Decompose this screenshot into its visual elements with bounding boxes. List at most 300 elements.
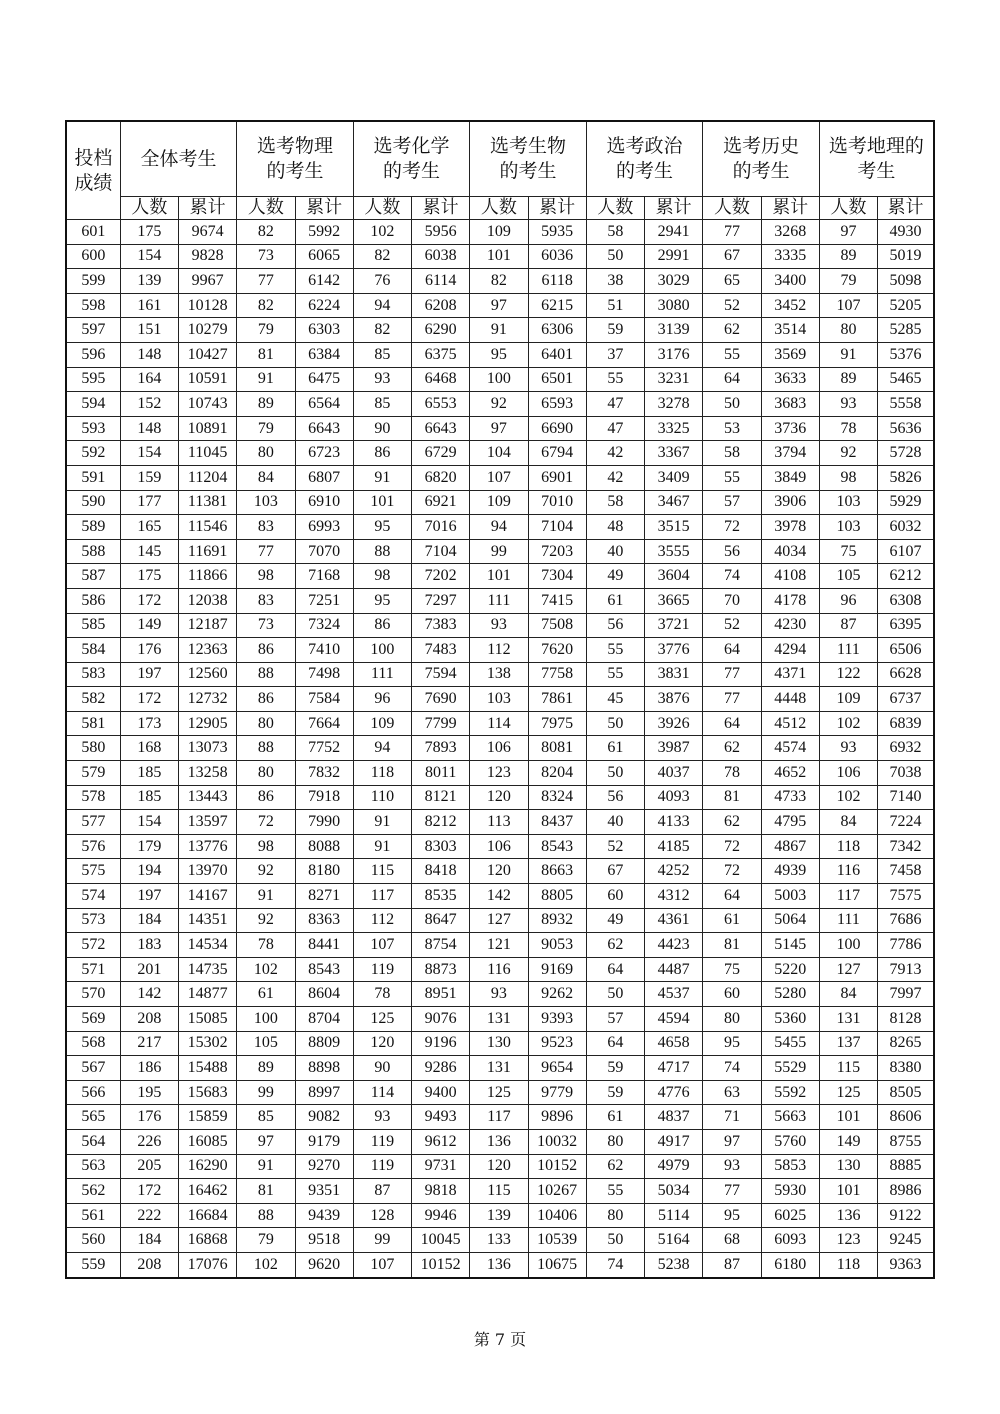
count-cell: 91 — [237, 884, 295, 909]
count-cell: 106 — [470, 736, 528, 761]
cumulative-cell: 6737 — [878, 687, 934, 712]
group-header-all: 全体考生 — [120, 121, 237, 197]
count-cell: 197 — [120, 884, 178, 909]
count-cell: 139 — [470, 1203, 528, 1228]
cumulative-cell: 7508 — [528, 613, 586, 638]
sub-header-cumulative: 累计 — [412, 197, 470, 220]
cumulative-cell: 10128 — [178, 293, 236, 318]
count-cell: 61 — [703, 908, 761, 933]
cumulative-cell: 9946 — [412, 1203, 470, 1228]
count-cell: 125 — [353, 1007, 411, 1032]
count-cell: 117 — [470, 1105, 528, 1130]
count-cell: 101 — [819, 1105, 877, 1130]
count-cell: 81 — [703, 785, 761, 810]
sub-header-cumulative: 累计 — [295, 197, 353, 220]
score-cell: 559 — [66, 1252, 120, 1277]
count-cell: 92 — [237, 908, 295, 933]
cumulative-cell: 3400 — [761, 269, 819, 294]
cumulative-cell: 6643 — [412, 416, 470, 441]
cumulative-cell: 5238 — [645, 1252, 703, 1277]
score-cell: 578 — [66, 785, 120, 810]
table-row — [66, 1154, 934, 1179]
cumulative-cell: 3665 — [645, 588, 703, 613]
count-cell: 86 — [353, 441, 411, 466]
table-row — [66, 834, 934, 859]
cumulative-cell: 8535 — [412, 884, 470, 909]
count-cell: 47 — [586, 392, 644, 417]
count-cell: 59 — [586, 318, 644, 343]
score-cell: 595 — [66, 367, 120, 392]
cumulative-cell: 14534 — [178, 933, 236, 958]
score-cell: 574 — [66, 884, 120, 909]
cumulative-cell: 15302 — [178, 1031, 236, 1056]
count-cell: 95 — [353, 588, 411, 613]
table-row — [66, 220, 934, 245]
count-cell: 113 — [470, 810, 528, 835]
cumulative-cell: 3325 — [645, 416, 703, 441]
cumulative-cell: 5285 — [878, 318, 934, 343]
group-header-history: 选考历史的考生 — [703, 121, 820, 197]
count-cell: 107 — [819, 293, 877, 318]
count-cell: 99 — [237, 1080, 295, 1105]
cumulative-cell: 7203 — [528, 539, 586, 564]
count-cell: 89 — [237, 1056, 295, 1081]
count-cell: 120 — [470, 859, 528, 884]
cumulative-cell: 8271 — [295, 884, 353, 909]
cumulative-cell: 10045 — [412, 1228, 470, 1253]
count-cell: 90 — [353, 1056, 411, 1081]
cumulative-cell: 4185 — [645, 834, 703, 859]
cumulative-cell: 6215 — [528, 293, 586, 318]
count-cell: 154 — [120, 244, 178, 269]
cumulative-cell: 3452 — [761, 293, 819, 318]
score-cell: 580 — [66, 736, 120, 761]
table-row — [66, 687, 934, 712]
cumulative-cell: 6820 — [412, 465, 470, 490]
count-cell: 82 — [353, 318, 411, 343]
count-cell: 93 — [819, 392, 877, 417]
cumulative-cell: 13970 — [178, 859, 236, 884]
cumulative-cell: 13443 — [178, 785, 236, 810]
count-cell: 72 — [703, 834, 761, 859]
count-cell: 81 — [703, 933, 761, 958]
cumulative-cell: 7483 — [412, 638, 470, 663]
cumulative-cell: 6180 — [761, 1252, 819, 1277]
count-cell: 119 — [353, 1154, 411, 1179]
score-cell: 585 — [66, 613, 120, 638]
count-cell: 201 — [120, 957, 178, 982]
table-row — [66, 1007, 934, 1032]
count-cell: 80 — [237, 711, 295, 736]
cumulative-cell: 9654 — [528, 1056, 586, 1081]
cumulative-cell: 7168 — [295, 564, 353, 589]
count-cell: 131 — [819, 1007, 877, 1032]
count-cell: 106 — [470, 834, 528, 859]
count-cell: 136 — [819, 1203, 877, 1228]
count-cell: 86 — [237, 785, 295, 810]
cumulative-cell: 4939 — [761, 859, 819, 884]
cumulative-cell: 3231 — [645, 367, 703, 392]
table-row — [66, 1179, 934, 1204]
count-cell: 50 — [703, 392, 761, 417]
cumulative-cell: 16684 — [178, 1203, 236, 1228]
count-cell: 102 — [237, 957, 295, 982]
count-cell: 85 — [353, 342, 411, 367]
cumulative-cell: 3906 — [761, 490, 819, 515]
count-cell: 106 — [819, 761, 877, 786]
count-cell: 40 — [586, 539, 644, 564]
count-cell: 131 — [470, 1056, 528, 1081]
cumulative-cell: 6303 — [295, 318, 353, 343]
cumulative-cell: 5826 — [878, 465, 934, 490]
count-cell: 175 — [120, 564, 178, 589]
cumulative-cell: 8121 — [412, 785, 470, 810]
table-row — [66, 1105, 934, 1130]
cumulative-cell: 10591 — [178, 367, 236, 392]
cumulative-cell: 7799 — [412, 711, 470, 736]
count-cell: 119 — [353, 1129, 411, 1154]
count-cell: 82 — [237, 293, 295, 318]
cumulative-cell: 10279 — [178, 318, 236, 343]
score-cell: 577 — [66, 810, 120, 835]
count-cell: 37 — [586, 342, 644, 367]
cumulative-cell: 10032 — [528, 1129, 586, 1154]
count-cell: 77 — [237, 269, 295, 294]
cumulative-cell: 10427 — [178, 342, 236, 367]
count-cell: 87 — [819, 613, 877, 638]
cumulative-cell: 4917 — [645, 1129, 703, 1154]
count-cell: 164 — [120, 367, 178, 392]
cumulative-cell: 5280 — [761, 982, 819, 1007]
count-cell: 208 — [120, 1007, 178, 1032]
count-cell: 79 — [819, 269, 877, 294]
count-cell: 111 — [819, 908, 877, 933]
count-cell: 101 — [470, 564, 528, 589]
cumulative-cell: 8704 — [295, 1007, 353, 1032]
count-cell: 142 — [470, 884, 528, 909]
cumulative-cell: 3876 — [645, 687, 703, 712]
count-cell: 172 — [120, 687, 178, 712]
cumulative-cell: 9179 — [295, 1129, 353, 1154]
cumulative-cell: 9493 — [412, 1105, 470, 1130]
page-number: 第 7 页 — [473, 1330, 527, 1349]
count-cell: 107 — [470, 465, 528, 490]
count-cell: 81 — [237, 342, 295, 367]
cumulative-cell: 10152 — [528, 1154, 586, 1179]
score-column-header: 投档成绩 — [66, 121, 120, 220]
cumulative-cell: 6032 — [878, 515, 934, 540]
cumulative-cell: 5164 — [645, 1228, 703, 1253]
cumulative-cell: 9439 — [295, 1203, 353, 1228]
cumulative-cell: 6401 — [528, 342, 586, 367]
count-cell: 102 — [237, 1252, 295, 1277]
table-row — [66, 367, 934, 392]
count-cell: 197 — [120, 662, 178, 687]
count-cell: 52 — [703, 613, 761, 638]
score-cell: 586 — [66, 588, 120, 613]
cumulative-cell: 11045 — [178, 441, 236, 466]
score-cell: 591 — [66, 465, 120, 490]
score-cell: 598 — [66, 293, 120, 318]
score-cell: 571 — [66, 957, 120, 982]
count-cell: 104 — [470, 441, 528, 466]
cumulative-cell: 4037 — [645, 761, 703, 786]
count-cell: 118 — [819, 834, 877, 859]
cumulative-cell: 5558 — [878, 392, 934, 417]
score-cell: 565 — [66, 1105, 120, 1130]
count-cell: 217 — [120, 1031, 178, 1056]
count-cell: 109 — [470, 220, 528, 245]
sub-header-count: 人数 — [819, 197, 877, 220]
table-row — [66, 662, 934, 687]
cumulative-cell: 9169 — [528, 957, 586, 982]
count-cell: 49 — [586, 564, 644, 589]
count-cell: 87 — [703, 1252, 761, 1277]
count-cell: 82 — [470, 269, 528, 294]
cumulative-cell: 5956 — [412, 220, 470, 245]
count-cell: 154 — [120, 441, 178, 466]
score-cell: 584 — [66, 638, 120, 663]
count-cell: 62 — [586, 1154, 644, 1179]
cumulative-cell: 5098 — [878, 269, 934, 294]
count-cell: 98 — [237, 564, 295, 589]
score-cell: 576 — [66, 834, 120, 859]
table-row — [66, 490, 934, 515]
cumulative-cell: 13073 — [178, 736, 236, 761]
count-cell: 103 — [819, 490, 877, 515]
count-cell: 89 — [237, 392, 295, 417]
count-cell: 185 — [120, 785, 178, 810]
table-row — [66, 269, 934, 294]
count-cell: 125 — [470, 1080, 528, 1105]
cumulative-cell: 12363 — [178, 638, 236, 663]
sub-header-cumulative: 累计 — [878, 197, 934, 220]
cumulative-cell: 5455 — [761, 1031, 819, 1056]
count-cell: 148 — [120, 416, 178, 441]
count-cell: 77 — [703, 1179, 761, 1204]
cumulative-cell: 8265 — [878, 1031, 934, 1056]
cumulative-cell: 7410 — [295, 638, 353, 663]
table-row — [66, 1228, 934, 1253]
cumulative-cell: 7070 — [295, 539, 353, 564]
cumulative-cell: 7202 — [412, 564, 470, 589]
count-cell: 89 — [819, 367, 877, 392]
count-cell: 149 — [120, 613, 178, 638]
sub-header-count: 人数 — [703, 197, 761, 220]
cumulative-cell: 8805 — [528, 884, 586, 909]
cumulative-cell: 7104 — [528, 515, 586, 540]
cumulative-cell: 7297 — [412, 588, 470, 613]
cumulative-cell: 8128 — [878, 1007, 934, 1032]
count-cell: 110 — [353, 785, 411, 810]
cumulative-cell: 4448 — [761, 687, 819, 712]
score-cell: 592 — [66, 441, 120, 466]
count-cell: 98 — [237, 834, 295, 859]
cumulative-cell: 8951 — [412, 982, 470, 1007]
count-cell: 76 — [353, 269, 411, 294]
score-cell: 564 — [66, 1129, 120, 1154]
count-cell: 127 — [819, 957, 877, 982]
count-cell: 88 — [237, 736, 295, 761]
cumulative-cell: 7224 — [878, 810, 934, 835]
cumulative-cell: 8885 — [878, 1154, 934, 1179]
count-cell: 40 — [586, 810, 644, 835]
cumulative-cell: 8303 — [412, 834, 470, 859]
count-cell: 96 — [353, 687, 411, 712]
count-cell: 58 — [703, 441, 761, 466]
score-cell: 581 — [66, 711, 120, 736]
score-cell: 582 — [66, 687, 120, 712]
table-row — [66, 982, 934, 1007]
count-cell: 121 — [470, 933, 528, 958]
cumulative-cell: 5205 — [878, 293, 934, 318]
count-cell: 90 — [353, 416, 411, 441]
cumulative-cell: 3736 — [761, 416, 819, 441]
count-cell: 74 — [703, 1056, 761, 1081]
count-cell: 109 — [470, 490, 528, 515]
count-cell: 77 — [703, 662, 761, 687]
cumulative-cell: 3467 — [645, 490, 703, 515]
count-cell: 109 — [353, 711, 411, 736]
table-row — [66, 1203, 934, 1228]
cumulative-cell: 11546 — [178, 515, 236, 540]
count-cell: 99 — [470, 539, 528, 564]
cumulative-cell: 5064 — [761, 908, 819, 933]
count-cell: 50 — [586, 711, 644, 736]
cumulative-cell: 10539 — [528, 1228, 586, 1253]
cumulative-cell: 4537 — [645, 982, 703, 1007]
score-cell: 566 — [66, 1080, 120, 1105]
cumulative-cell: 9400 — [412, 1080, 470, 1105]
count-cell: 75 — [819, 539, 877, 564]
cumulative-cell: 5114 — [645, 1203, 703, 1228]
count-cell: 97 — [470, 293, 528, 318]
cumulative-cell: 6208 — [412, 293, 470, 318]
cumulative-cell: 7584 — [295, 687, 353, 712]
cumulative-cell: 12187 — [178, 613, 236, 638]
count-cell: 55 — [586, 367, 644, 392]
count-cell: 78 — [703, 761, 761, 786]
cumulative-cell: 4837 — [645, 1105, 703, 1130]
cumulative-cell: 10152 — [412, 1252, 470, 1277]
cumulative-cell: 8754 — [412, 933, 470, 958]
count-cell: 111 — [470, 588, 528, 613]
count-cell: 122 — [819, 662, 877, 687]
cumulative-cell: 5019 — [878, 244, 934, 269]
cumulative-cell: 10406 — [528, 1203, 586, 1228]
count-cell: 67 — [703, 244, 761, 269]
count-cell: 57 — [586, 1007, 644, 1032]
count-cell: 60 — [703, 982, 761, 1007]
count-cell: 97 — [237, 1129, 295, 1154]
cumulative-cell: 4230 — [761, 613, 819, 638]
count-cell: 88 — [237, 1203, 295, 1228]
cumulative-cell: 7304 — [528, 564, 586, 589]
cumulative-cell: 8873 — [412, 957, 470, 982]
count-cell: 184 — [120, 1228, 178, 1253]
count-cell: 64 — [586, 957, 644, 982]
cumulative-cell: 7752 — [295, 736, 353, 761]
count-cell: 107 — [353, 933, 411, 958]
cumulative-cell: 6475 — [295, 367, 353, 392]
cumulative-cell: 5145 — [761, 933, 819, 958]
group-header-biology: 选考生物的考生 — [470, 121, 587, 197]
sub-header-cumulative: 累计 — [178, 197, 236, 220]
count-cell: 95 — [703, 1031, 761, 1056]
cumulative-cell: 3776 — [645, 638, 703, 663]
count-cell: 159 — [120, 465, 178, 490]
table-row — [66, 392, 934, 417]
cumulative-cell: 16290 — [178, 1154, 236, 1179]
count-cell: 77 — [237, 539, 295, 564]
count-cell: 45 — [586, 687, 644, 712]
sub-header-count: 人数 — [237, 197, 295, 220]
table-row — [66, 293, 934, 318]
table-row — [66, 613, 934, 638]
count-cell: 62 — [703, 810, 761, 835]
cumulative-cell: 3515 — [645, 515, 703, 540]
count-cell: 111 — [819, 638, 877, 663]
group-header-row — [66, 121, 934, 197]
score-cell: 562 — [66, 1179, 120, 1204]
count-cell: 60 — [586, 884, 644, 909]
count-cell: 95 — [470, 342, 528, 367]
count-cell: 93 — [703, 1154, 761, 1179]
count-cell: 117 — [819, 884, 877, 909]
cumulative-cell: 3831 — [645, 662, 703, 687]
table-row — [66, 244, 934, 269]
cumulative-cell: 8204 — [528, 761, 586, 786]
cumulative-cell: 4294 — [761, 638, 819, 663]
count-cell: 85 — [353, 392, 411, 417]
score-cell: 561 — [66, 1203, 120, 1228]
cumulative-cell: 3080 — [645, 293, 703, 318]
count-cell: 100 — [237, 1007, 295, 1032]
count-cell: 152 — [120, 392, 178, 417]
count-cell: 61 — [586, 736, 644, 761]
cumulative-cell: 7575 — [878, 884, 934, 909]
score-table — [65, 120, 935, 1279]
cumulative-cell: 6308 — [878, 588, 934, 613]
cumulative-cell: 8932 — [528, 908, 586, 933]
cumulative-cell: 7140 — [878, 785, 934, 810]
count-cell: 64 — [703, 884, 761, 909]
count-cell: 50 — [586, 761, 644, 786]
cumulative-cell: 16462 — [178, 1179, 236, 1204]
score-distribution-sheet — [65, 120, 935, 1279]
table-row — [66, 318, 934, 343]
cumulative-cell: 6118 — [528, 269, 586, 294]
cumulative-cell: 8663 — [528, 859, 586, 884]
count-cell: 93 — [470, 613, 528, 638]
count-cell: 100 — [470, 367, 528, 392]
count-cell: 79 — [237, 318, 295, 343]
group-header-chemistry: 选考化学的考生 — [353, 121, 470, 197]
score-cell: 569 — [66, 1007, 120, 1032]
cumulative-cell: 4717 — [645, 1056, 703, 1081]
count-cell: 62 — [586, 933, 644, 958]
cumulative-cell: 4312 — [645, 884, 703, 909]
cumulative-cell: 9674 — [178, 220, 236, 245]
count-cell: 177 — [120, 490, 178, 515]
count-cell: 78 — [237, 933, 295, 958]
count-cell: 61 — [586, 588, 644, 613]
cumulative-cell: 7664 — [295, 711, 353, 736]
cumulative-cell: 3514 — [761, 318, 819, 343]
cumulative-cell: 6921 — [412, 490, 470, 515]
count-cell: 139 — [120, 269, 178, 294]
cumulative-cell: 3335 — [761, 244, 819, 269]
